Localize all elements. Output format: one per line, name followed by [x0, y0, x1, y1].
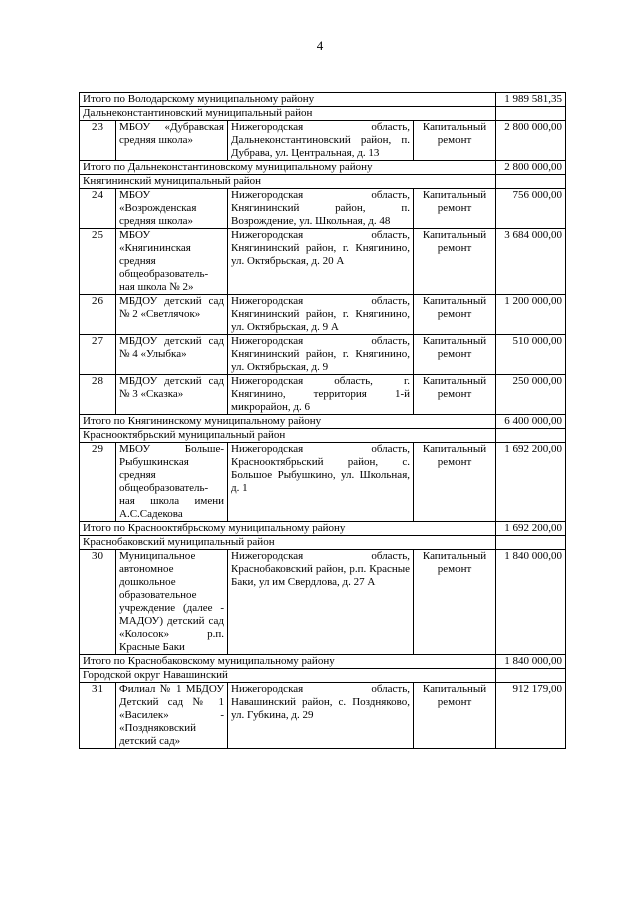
row-number: 27: [80, 335, 116, 375]
amount: 1 840 000,00: [496, 550, 566, 655]
amount: 510 000,00: [496, 335, 566, 375]
table-body: [80, 93, 566, 749]
work-type: Капитальный ремонт: [414, 121, 496, 161]
amount: 1 200 000,00: [496, 295, 566, 335]
summary-amount: 1 989 581,35: [496, 93, 566, 107]
summary-amount: 2 800 000,00: [496, 161, 566, 175]
summary-amount: 1 692 200,00: [496, 522, 566, 536]
summary-row: [80, 522, 566, 536]
summary-row: [80, 655, 566, 669]
summary-label: Итого по Краснобаковскому муниципальному району: [80, 655, 496, 669]
row-number: 31: [80, 683, 116, 749]
amount: 1 692 200,00: [496, 443, 566, 522]
institution-address: Нижегородская область, Княгининский район, г. Княгинино, ул. Октябрьская, д. 9: [228, 335, 414, 375]
district-row: [80, 536, 566, 550]
summary-row: [80, 415, 566, 429]
amount: 756 000,00: [496, 189, 566, 229]
summary-amount: 6 400 000,00: [496, 415, 566, 429]
district-label: Городской округ Навашинский: [80, 669, 496, 683]
summary-row: [80, 161, 566, 175]
district-label: Княгининский муниципальный район: [80, 175, 496, 189]
table-row: [80, 295, 566, 335]
work-type: Капитальный ремонт: [414, 683, 496, 749]
institution-address: Нижегородская область, Навашинский район, с. Поздняково, ул. Губкина, д. 29: [228, 683, 414, 749]
summary-label: Итого по Краснооктябрьскому муниципальному району: [80, 522, 496, 536]
institution-name: МБДОУ детский сад № 3 «Сказка»: [116, 375, 228, 415]
institution-address: Нижегородская область, Княгининский район, п. Возрождение, ул. Школьная, д. 48: [228, 189, 414, 229]
institution-name: Филиал № 1 МБДОУ Детский сад № 1 «Василек» - «Поздняковский детский сад»: [116, 683, 228, 749]
row-number: 29: [80, 443, 116, 522]
institution-name: МБДОУ детский сад № 4 «Улыбка»: [116, 335, 228, 375]
table-row: [80, 335, 566, 375]
table-row: [80, 683, 566, 749]
institution-address: Нижегородская область, Княгининский район, г. Княгинино, ул. Октябрьская, д. 9 А: [228, 295, 414, 335]
institution-name: МБОУ Больше-Рыбушкинская средняя общеобразователь-ная школа имени А.С.Садекова: [116, 443, 228, 522]
work-type: Капитальный ремонт: [414, 443, 496, 522]
row-number: 28: [80, 375, 116, 415]
table-row: [80, 375, 566, 415]
institution-address: Нижегородская область, Краснооктябрьский район, с. Большое Рыбушкино, ул. Школьная, д. 1: [228, 443, 414, 522]
work-type: Капитальный ремонт: [414, 335, 496, 375]
institution-name: МБОУ «Дубравская средняя школа»: [116, 121, 228, 161]
institution-name: Муниципальное автономное дошкольное образовательное учреждение (далее - МАДОУ) детский сад «Колосок» р.п. Красные Баки: [116, 550, 228, 655]
table-row: [80, 550, 566, 655]
amount: 912 179,00: [496, 683, 566, 749]
district-row: [80, 175, 566, 189]
amount: 250 000,00: [496, 375, 566, 415]
district-amount-empty: [496, 107, 566, 121]
district-amount-empty: [496, 429, 566, 443]
institution-address: Нижегородская область, Дальнеконстантиновский район, п. Дубрава, ул. Центральная, д. 13: [228, 121, 414, 161]
district-amount-empty: [496, 175, 566, 189]
work-type: Капитальный ремонт: [414, 375, 496, 415]
table-row: [80, 189, 566, 229]
district-label: Краснооктябрьский муниципальный район: [80, 429, 496, 443]
district-row: [80, 107, 566, 121]
amount: 3 684 000,00: [496, 229, 566, 295]
row-number: 30: [80, 550, 116, 655]
institution-address: Нижегородская область, г. Княгинино, территория 1-й микрорайон, д. 6: [228, 375, 414, 415]
summary-label: Итого по Володарскому муниципальному району: [80, 93, 496, 107]
table-row: [80, 443, 566, 522]
row-number: 24: [80, 189, 116, 229]
institution-address: Нижегородская область, Княгининский район, г. Княгинино, ул. Октябрьская, д. 20 А: [228, 229, 414, 295]
institution-address: Нижегородская область, Краснобаковский район, р.п. Красные Баки, ул им Свердлова, д. 27 А: [228, 550, 414, 655]
district-label: Дальнеконстантиновский муниципальный район: [80, 107, 496, 121]
institution-name: МБОУ «Княгининская средняя общеобразователь-ная школа № 2»: [116, 229, 228, 295]
summary-label: Итого по Дальнеконстантиновскому муниципальному району: [80, 161, 496, 175]
summary-label: Итого по Княгининскому муниципальному району: [80, 415, 496, 429]
district-label: Краснобаковский муниципальный район: [80, 536, 496, 550]
table-row: [80, 229, 566, 295]
district-amount-empty: [496, 669, 566, 683]
summary-row: [80, 93, 566, 107]
work-type: Капитальный ремонт: [414, 550, 496, 655]
row-number: 25: [80, 229, 116, 295]
work-type: Капитальный ремонт: [414, 189, 496, 229]
district-row: [80, 669, 566, 683]
institution-name: МБДОУ детский сад № 2 «Светлячок»: [116, 295, 228, 335]
work-type: Капитальный ремонт: [414, 295, 496, 335]
district-amount-empty: [496, 536, 566, 550]
row-number: 23: [80, 121, 116, 161]
summary-amount: 1 840 000,00: [496, 655, 566, 669]
amount: 2 800 000,00: [496, 121, 566, 161]
table-row: [80, 121, 566, 161]
district-row: [80, 429, 566, 443]
page-number: 4: [316, 38, 324, 53]
work-type: Капитальный ремонт: [414, 229, 496, 295]
institution-name: МБОУ «Возрожденская средняя школа»: [116, 189, 228, 229]
row-number: 26: [80, 295, 116, 335]
funding-table: [79, 92, 566, 749]
